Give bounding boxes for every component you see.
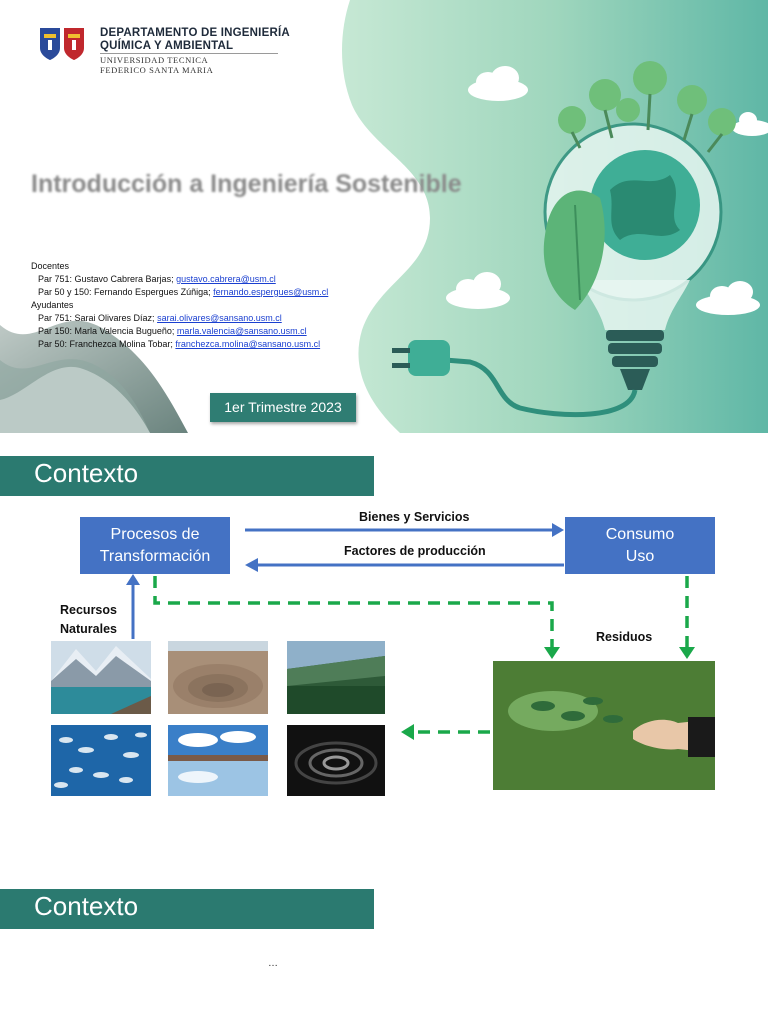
resources-arrow-head: [126, 574, 140, 585]
docente-name: Par 751: Gustavo Cabrera Barjas;: [38, 274, 177, 284]
fish-school-photo: [51, 725, 151, 796]
docente-email-link[interactable]: gustavo.cabrera@usm.cl: [176, 274, 276, 284]
ayudante-row: [31, 338, 320, 350]
box-label-line: Procesos de: [110, 525, 200, 543]
docente-row: [31, 286, 328, 298]
ayudantes-heading: Ayudantes: [31, 300, 74, 310]
ayudante-email-link[interactable]: sarai.olivares@sansano.usm.cl: [157, 313, 282, 323]
university-logo: [38, 26, 88, 62]
label-line: Naturales: [60, 622, 117, 636]
waste-label: Residuos: [596, 630, 653, 644]
natural-resources-label: [60, 601, 117, 639]
ayudante-row: [31, 312, 282, 324]
department-name: [100, 27, 290, 53]
mountain-lake-photo: [51, 641, 151, 714]
university-line-2: FEDERICO SANTA MARIA: [100, 64, 214, 75]
box-label-line: Uso: [625, 547, 655, 565]
docente-name: Par 50 y 150: Fernando Espergues Zúñiga;: [38, 287, 214, 297]
department-line-1: DEPARTAMENTO DE INGENIERÍA: [100, 27, 290, 39]
context-diagram-slide: [0, 433, 768, 865]
slide-title: Introducción a Ingeniería Sostenible: [31, 170, 462, 198]
open-pit-mine-photo: [168, 641, 268, 714]
logo-divider: [100, 53, 278, 54]
ayudante-name: Par 50: Franchezca Molina Tobar;: [38, 339, 176, 349]
docente-row: [31, 273, 276, 285]
section-heading: Contexto: [34, 891, 139, 921]
production-factors-label: Factores de producción: [344, 544, 486, 558]
forest-photo: [287, 641, 385, 714]
section-banner: [0, 889, 374, 929]
goods-arrow-head: [552, 523, 564, 537]
ayudante-name: Par 751: Sarai Olivares Díaz;: [38, 313, 158, 323]
university-line-1: UNIVERSIDAD TECNICA: [100, 55, 209, 65]
hands-plant-photo: [493, 661, 715, 790]
label-line: Recursos: [60, 603, 117, 617]
ayudante-email-link[interactable]: marla.valencia@sansano.usm.cl: [176, 326, 307, 336]
salt-flat-photo: [168, 725, 268, 796]
ayudante-email-link[interactable]: franchezca.molina@sansano.usm.cl: [175, 339, 321, 349]
context-slide-continued: [0, 865, 768, 1024]
ayudante-row: [31, 325, 307, 337]
department-line-2: QUÍMICA Y AMBIENTAL: [100, 40, 234, 52]
waste-arrow-head-left: [544, 647, 560, 659]
waste-arrow-head-right: [679, 647, 695, 659]
waste-flow-left: [155, 576, 552, 647]
recycling-arrow-head: [401, 724, 414, 740]
box-label-line: Consumo: [605, 525, 675, 543]
box-label-line: Transformación: [99, 547, 211, 565]
docente-email-link[interactable]: fernando.espergues@usm.cl: [213, 287, 329, 297]
docentes-heading: Docentes: [31, 261, 70, 271]
goods-services-label: Bienes y Servicios: [359, 510, 470, 524]
university-name: [100, 56, 213, 75]
term-badge: 1er Trimestre 2023: [210, 393, 356, 422]
water-drop-photo: [287, 725, 385, 796]
section-heading: Contexto: [34, 458, 139, 488]
ayudante-name: Par 150: Marla Valencia Bugueño;: [38, 326, 177, 336]
university-crest-icon: [38, 26, 88, 62]
title-slide: [0, 0, 768, 433]
factors-arrow-head: [245, 558, 258, 572]
ellipsis-text: …: [268, 958, 278, 969]
